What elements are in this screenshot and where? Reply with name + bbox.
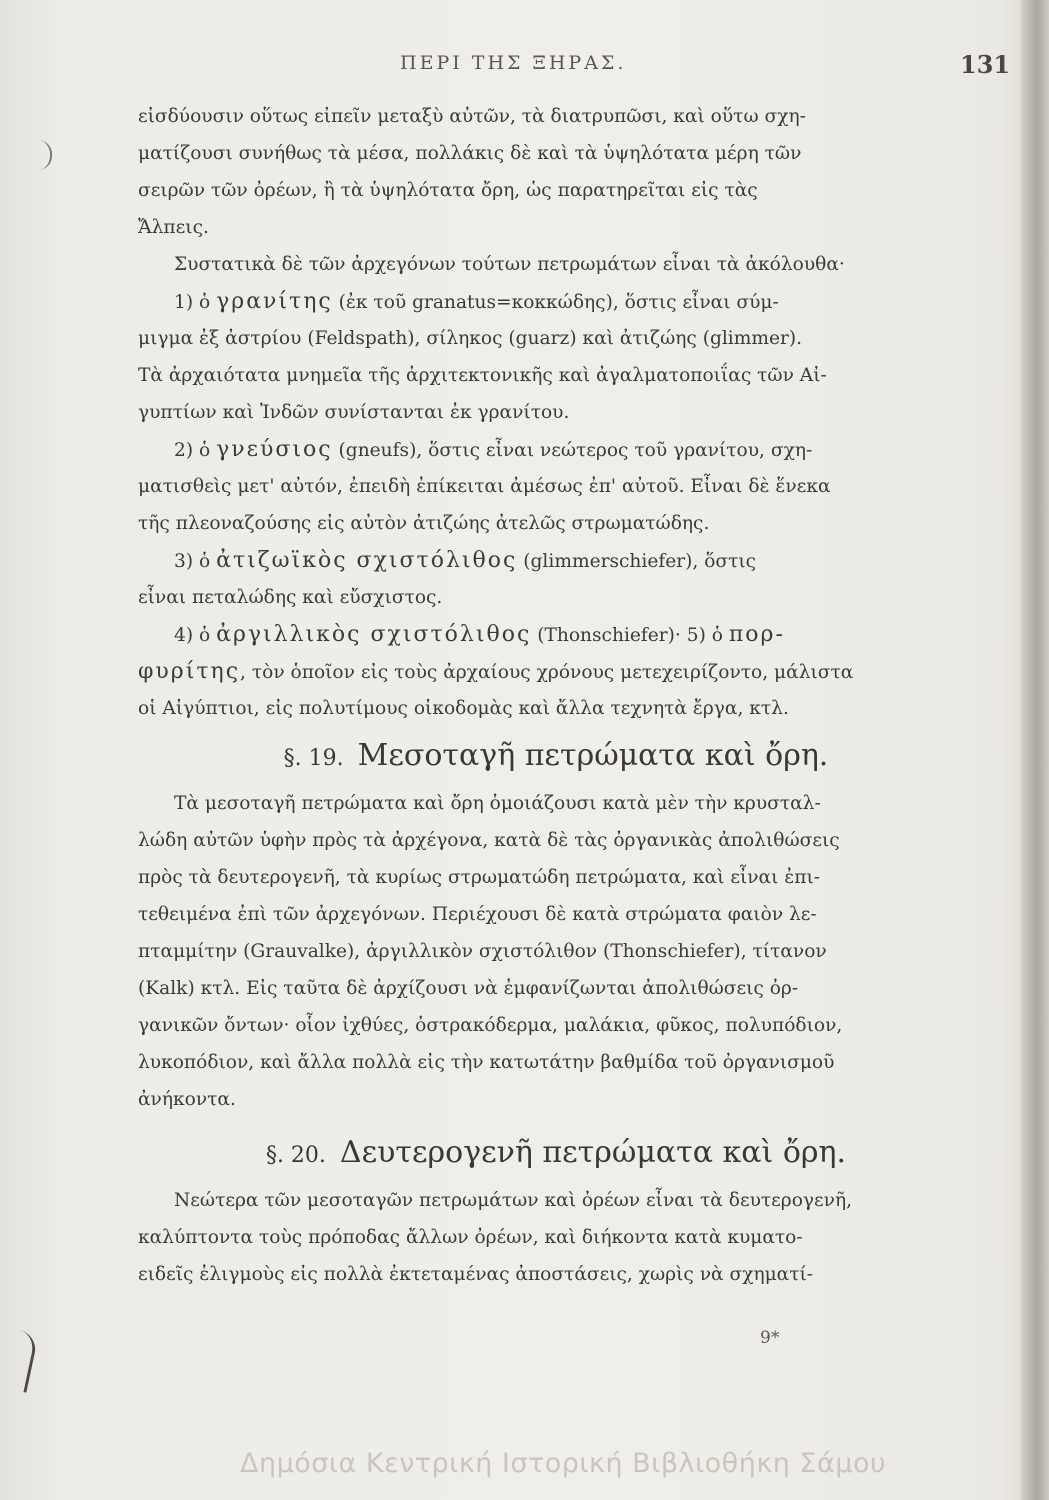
text-line: εἰσδύουσιν οὕτως εἰπεῖν μεταξὺ αὐτῶν, τὰ διατρυπῶσι, καὶ οὕτω σχη- bbox=[138, 106, 806, 127]
library-watermark: Δημόσια Κεντρική Ιστορική Βιβλιοθήκη Σάμου bbox=[240, 1448, 887, 1479]
text-line: Ἄλπεις. bbox=[138, 217, 209, 238]
section-heading-20 bbox=[138, 1124, 974, 1182]
text-line: (Kalk) κτλ. Εἰς ταῦτα δὲ ἀρχίζουσι νὰ ἐμφανίζωνται ἀπολιθώσεις ὀρ- bbox=[138, 978, 799, 999]
text-line: γανικῶν ὄντων· οἷον ἰχθύες, ὀστρακόδερμα, μαλάκια, φῦκος, πολυπόδιον, bbox=[138, 1015, 843, 1036]
text-span: (ἐκ τοῦ granatus=κοκκώδης), ὅστις εἶναι σύμ- bbox=[332, 292, 779, 313]
text-line: λυκοπόδιον, καὶ ἄλλα πολλὰ εἰς τὴν κατωτάτην βαθμίδα τοῦ ὀργανισμοῦ bbox=[138, 1052, 835, 1073]
text-line: πρὸς τὰ δευτερογενῆ, τὰ κυρίως στρωματώδη πετρώματα, καὶ εἶναι ἐπι- bbox=[138, 867, 821, 888]
text-line: ἀνήκοντα. bbox=[138, 1089, 236, 1110]
text-line: τῆς πλεοναζούσης εἰς αὐτὸν ἀτιζώης ἀτελῶς στρωματώδης. bbox=[138, 513, 710, 534]
term-porphyry: πορ- bbox=[728, 622, 785, 647]
text-line: εἶναι πεταλώδης καὶ εὔσχιστος. bbox=[138, 587, 443, 608]
list-number: 1) ὁ bbox=[174, 292, 217, 313]
text-line: λώδη αὐτῶν ὑφὴν πρὸς τὰ ἀρχέγονα, κατὰ δὲ τὰς ὀργανικὰς ἀπολιθώσεις bbox=[138, 830, 840, 851]
text-line: Νεώτερα τῶν μεσοταγῶν πετρωμάτων καὶ ὀρέων εἶναι τὰ δευτερογενῆ, bbox=[174, 1190, 853, 1211]
term-gneiss: γνεύσιος bbox=[216, 437, 333, 462]
signature-mark: 9* bbox=[760, 1328, 780, 1348]
text-line: ειδεῖς ἑλιγμοὺς εἰς πολλὰ ἐκτεταμένας ἀποστάσεις, χωρὶς νὰ σχηματί- bbox=[138, 1264, 814, 1285]
section-title: Δευτερογενῆ πετρώματα καὶ ὄρη. bbox=[339, 1135, 847, 1170]
text-line: Τὰ ἀρχαιότατα μνημεῖα τῆς ἀρχιτεκτονικῆς καὶ ἀγαλματοποιΐας τῶν Αἰ- bbox=[138, 365, 827, 386]
text-line: πταμμίτην (Grauvalke), ἀργιλλικὸν σχιστόλιθον (Thonschiefer), τίτανον bbox=[138, 941, 827, 962]
text-line: μιγμα ἐξ ἀστρίου (Feldspath), σίληκος (guarz) καὶ ἀτιζώης (glimmer). bbox=[138, 328, 803, 349]
page-edge bbox=[1021, 0, 1049, 1500]
text-line: Συστατικὰ δὲ τῶν ἀρχεγόνων τούτων πετρωμάτων εἶναι τὰ ἀκόλουθα· bbox=[174, 254, 845, 275]
list-item-gneiss bbox=[138, 431, 974, 468]
text-span: , τὸν ὁποῖον εἰς τοὺς ἀρχαίους χρόνους μετεχειρίζοντο, μάλιστα bbox=[240, 662, 854, 683]
page-number: 131 bbox=[960, 50, 1011, 79]
text-line: ματισθεὶς μετ' αὐτόν, ἐπειδὴ ἐπίκειται ἀμέσως ἐπ' αὐτοῦ. Εἶναι δὲ ἕνεκα bbox=[138, 476, 831, 497]
margin-mark bbox=[36, 140, 52, 170]
list-number: 3) ὁ bbox=[174, 551, 217, 572]
section-number: §. 19. bbox=[283, 746, 344, 771]
list-item-granite bbox=[138, 283, 974, 320]
section-heading-19 bbox=[138, 727, 974, 785]
text-span: (glimmerschiefer), ὅστις bbox=[517, 551, 757, 572]
list-item-mica-schist bbox=[138, 542, 974, 579]
text-line: οἱ Αἰγύπτιοι, εἰς πολυτίμους οἰκοδομὰς καὶ ἄλλα τεχνητὰ ἔργα, κτλ. bbox=[138, 698, 789, 719]
text-line: ματίζουσι συνήθως τὰ μέσα, πολλάκις δὲ καὶ τὰ ὑψηλότατα μέρη τῶν bbox=[138, 143, 802, 164]
term-porphyry-cont: φυρίτης bbox=[138, 659, 241, 684]
page-header bbox=[0, 52, 1049, 82]
binding-mark bbox=[0, 1327, 39, 1393]
running-title: ΠΕΡΙ ΤΗΣ ΞΗΡΑΣ. bbox=[400, 52, 627, 74]
body-text bbox=[138, 98, 974, 1293]
section-number: §. 20. bbox=[265, 1143, 326, 1168]
text-line bbox=[138, 653, 974, 690]
text-line: γυπτίων καὶ Ἰνδῶν συνίστανται ἐκ γρανίτου. bbox=[138, 402, 570, 423]
list-item-clay-schist bbox=[138, 616, 974, 653]
text-span: (gneufs), ὅστις εἶναι νεώτερος τοῦ γρανίτου, σχη- bbox=[332, 440, 813, 461]
term-clay-schist: ἀργιλλικὸς σχιστόλιθος bbox=[216, 622, 532, 647]
text-line: Τὰ μεσοταγῆ πετρώματα καὶ ὄρη ὁμοιάζουσι κατὰ μὲν τὴν κρυσταλ- bbox=[174, 793, 821, 814]
list-number: 2) ὁ bbox=[174, 440, 217, 461]
section-title: Μεσοταγῆ πετρώματα καὶ ὄρη. bbox=[357, 738, 829, 773]
text-line: καλύπτοντα τοὺς πρόποδας ἄλλων ὀρέων, καὶ διήκοντα κατὰ κυματο- bbox=[138, 1227, 803, 1248]
text-span: (Thonschiefer)· 5) ὁ bbox=[531, 625, 729, 646]
term-granite: γρανίτης bbox=[216, 289, 333, 314]
list-number: 4) ὁ bbox=[174, 625, 217, 646]
term-mica-schist: ἀτιζωϊκὸς σχιστόλιθος bbox=[216, 548, 518, 573]
text-line: σειρῶν τῶν ὀρέων, ἢ τὰ ὑψηλότατα ὄρη, ὡς παρατηρεῖται εἰς τὰς bbox=[138, 180, 758, 201]
text-line: τεθειμένα ἐπὶ τῶν ἀρχεγόνων. Περιέχουσι δὲ κατὰ στρώματα φαιὸν λε- bbox=[138, 904, 817, 925]
